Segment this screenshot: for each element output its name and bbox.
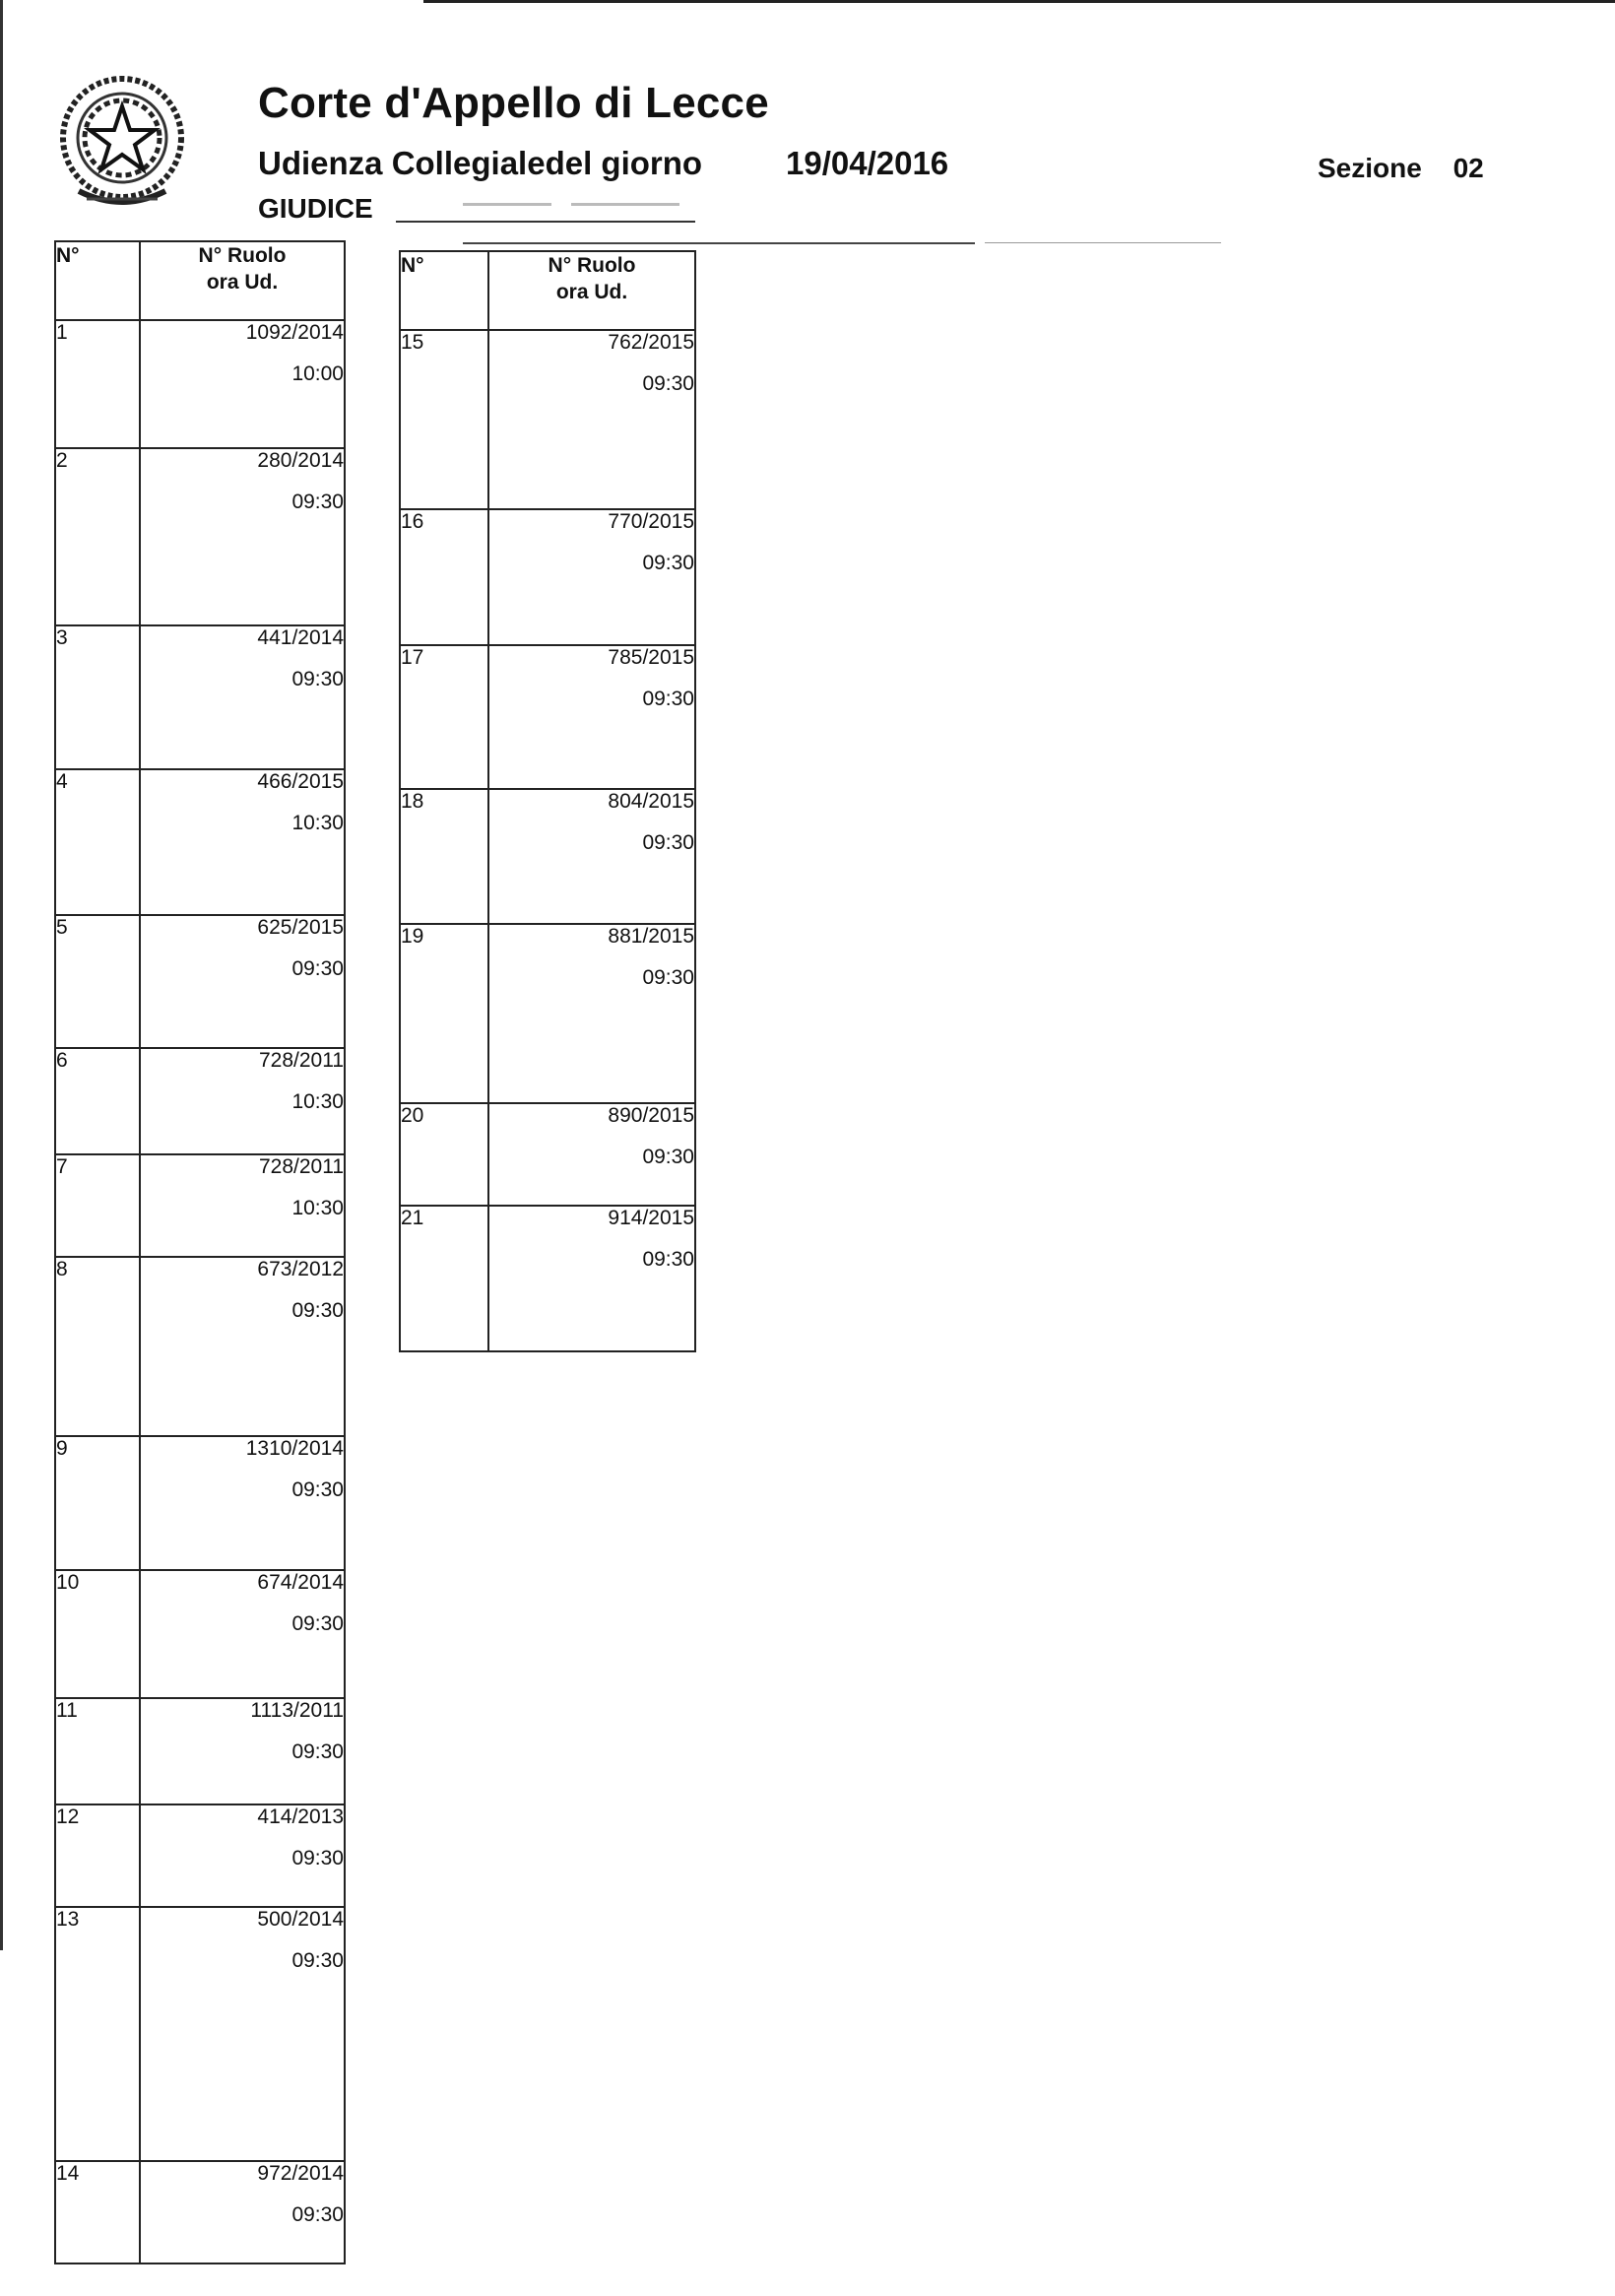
role-number: 1310/2014: [245, 1437, 344, 1460]
hearing-time: 10:00: [291, 362, 344, 385]
hearing-time: 10:30: [291, 1090, 344, 1113]
hearing-time: 09:30: [291, 957, 344, 980]
role-number: 625/2015: [257, 916, 344, 939]
column-header-role-line2: ora Ud.: [555, 281, 628, 303]
hearing-time: 09:30: [291, 2203, 344, 2226]
role-number: 770/2015: [608, 510, 694, 533]
hearing-table-left: [54, 240, 346, 2264]
role-number: 728/2011: [258, 1155, 344, 1178]
row-role-cell: [488, 924, 695, 1103]
section-value: 02: [1453, 153, 1484, 183]
role-number: 881/2015: [608, 925, 694, 948]
row-role-cell: [140, 1570, 345, 1698]
column-header-number: N°: [400, 251, 488, 330]
hearing-time: 09:30: [291, 1612, 344, 1635]
table-row: [400, 1103, 695, 1206]
court-title: Corte d'Appello di Lecce: [258, 79, 769, 127]
table-row: [400, 645, 695, 789]
column-header-role-line2: ora Ud.: [206, 271, 279, 294]
table-row: [55, 1436, 345, 1570]
table-row: [400, 509, 695, 645]
role-number: 414/2013: [257, 1805, 344, 1828]
column-header-role: [488, 251, 695, 330]
row-role-cell: [140, 625, 345, 769]
row-role-cell: [140, 2161, 345, 2263]
row-number: 20: [400, 1103, 488, 1206]
column-header-role-line1: N° Ruolo: [198, 244, 287, 267]
header-rule: [463, 242, 975, 244]
redaction-mark: [463, 203, 551, 206]
role-number: 1092/2014: [245, 321, 344, 344]
hearing-time: 09:30: [291, 1847, 344, 1870]
row-number: 14: [55, 2161, 140, 2263]
row-role-cell: [140, 1154, 345, 1257]
hearing-time: 09:30: [642, 831, 694, 854]
row-number: 4: [55, 769, 140, 915]
role-number: 804/2015: [608, 790, 694, 813]
role-number: 466/2015: [257, 770, 344, 793]
row-number: 6: [55, 1048, 140, 1154]
role-number: 441/2014: [257, 626, 344, 649]
table-header-row: [400, 251, 695, 330]
role-number: 914/2015: [608, 1207, 694, 1229]
table-row: [55, 1257, 345, 1436]
table-row: [55, 2161, 345, 2263]
table-row: [400, 789, 695, 924]
role-number: 728/2011: [258, 1049, 344, 1072]
row-role-cell: [140, 1907, 345, 2161]
row-role-cell: [140, 1804, 345, 1907]
hearing-time: 10:30: [291, 1197, 344, 1219]
hearing-time: 09:30: [642, 372, 694, 395]
row-role-cell: [488, 1103, 695, 1206]
hearing-time: 09:30: [642, 966, 694, 989]
hearing-time: 09:30: [642, 688, 694, 710]
row-role-cell: [140, 769, 345, 915]
hearing-time: 10:30: [291, 812, 344, 834]
role-number: 674/2014: [257, 1571, 344, 1594]
row-role-cell: [488, 1206, 695, 1351]
hearing-time: 09:30: [642, 1146, 694, 1168]
hearing-time: 09:30: [291, 491, 344, 513]
row-number: 2: [55, 448, 140, 625]
role-number: 500/2014: [257, 1908, 344, 1931]
table-row: [55, 769, 345, 915]
republic-emblem-icon: [57, 73, 187, 211]
row-number: 21: [400, 1206, 488, 1351]
role-number: 1113/2011: [250, 1699, 344, 1722]
row-role-cell: [140, 1436, 345, 1570]
hearing-time: 09:30: [642, 1248, 694, 1271]
row-role-cell: [488, 509, 695, 645]
table-row: [55, 1048, 345, 1154]
hearing-table-right: [399, 250, 696, 1352]
table-header-row: [55, 241, 345, 320]
row-number: 12: [55, 1804, 140, 1907]
section-label: Sezione: [1318, 153, 1422, 183]
row-number: 7: [55, 1154, 140, 1257]
table-row: [55, 320, 345, 448]
row-number: 15: [400, 330, 488, 509]
redaction-mark: [571, 203, 679, 206]
table-row: [55, 448, 345, 625]
row-role-cell: [140, 1257, 345, 1436]
role-number: 785/2015: [608, 646, 694, 669]
row-number: 11: [55, 1698, 140, 1804]
table-row: [55, 1804, 345, 1907]
table-row: [55, 625, 345, 769]
row-role-cell: [140, 915, 345, 1048]
column-header-role: [140, 241, 345, 320]
hearing-type: Udienza Collegialedel giorno: [258, 145, 703, 181]
role-number: 972/2014: [257, 2162, 344, 2185]
header-rule-faint: [985, 242, 1221, 243]
row-number: 3: [55, 625, 140, 769]
hearing-time: 09:30: [291, 1740, 344, 1763]
row-role-cell: [488, 330, 695, 509]
table-row: [400, 924, 695, 1103]
judge-label: GIUDICE: [258, 193, 373, 224]
row-role-cell: [140, 320, 345, 448]
table-row: [55, 915, 345, 1048]
table-row: [55, 1570, 345, 1698]
row-number: 19: [400, 924, 488, 1103]
role-number: 762/2015: [608, 331, 694, 354]
table-row: [400, 330, 695, 509]
row-role-cell: [140, 448, 345, 625]
page-top-border: [423, 0, 1615, 3]
hearing-date: 19/04/2016: [786, 145, 949, 181]
role-number: 280/2014: [257, 449, 344, 472]
role-number: 673/2012: [257, 1258, 344, 1280]
row-number: 16: [400, 509, 488, 645]
row-role-cell: [140, 1698, 345, 1804]
hearing-time: 09:30: [291, 1478, 344, 1501]
row-number: 5: [55, 915, 140, 1048]
section-info: [1318, 153, 1484, 184]
row-number: 13: [55, 1907, 140, 2161]
column-header-number: N°: [55, 241, 140, 320]
row-role-cell: [488, 789, 695, 924]
page-left-border: [0, 0, 3, 1950]
column-header-role-line1: N° Ruolo: [548, 254, 636, 277]
table-row: [55, 1154, 345, 1257]
table-row: [400, 1206, 695, 1351]
row-number: 18: [400, 789, 488, 924]
hearing-time: 09:30: [291, 668, 344, 690]
row-number: 9: [55, 1436, 140, 1570]
hearing-time: 09:30: [291, 1299, 344, 1322]
row-number: 10: [55, 1570, 140, 1698]
row-number: 1: [55, 320, 140, 448]
role-number: 890/2015: [608, 1104, 694, 1127]
table-row: [55, 1907, 345, 2161]
row-role-cell: [488, 645, 695, 789]
row-role-cell: [140, 1048, 345, 1154]
row-number: 17: [400, 645, 488, 789]
row-number: 8: [55, 1257, 140, 1436]
hearing-time: 09:30: [291, 1949, 344, 1972]
judge-signature-line: [396, 221, 695, 223]
table-row: [55, 1698, 345, 1804]
hearing-time: 09:30: [642, 552, 694, 574]
